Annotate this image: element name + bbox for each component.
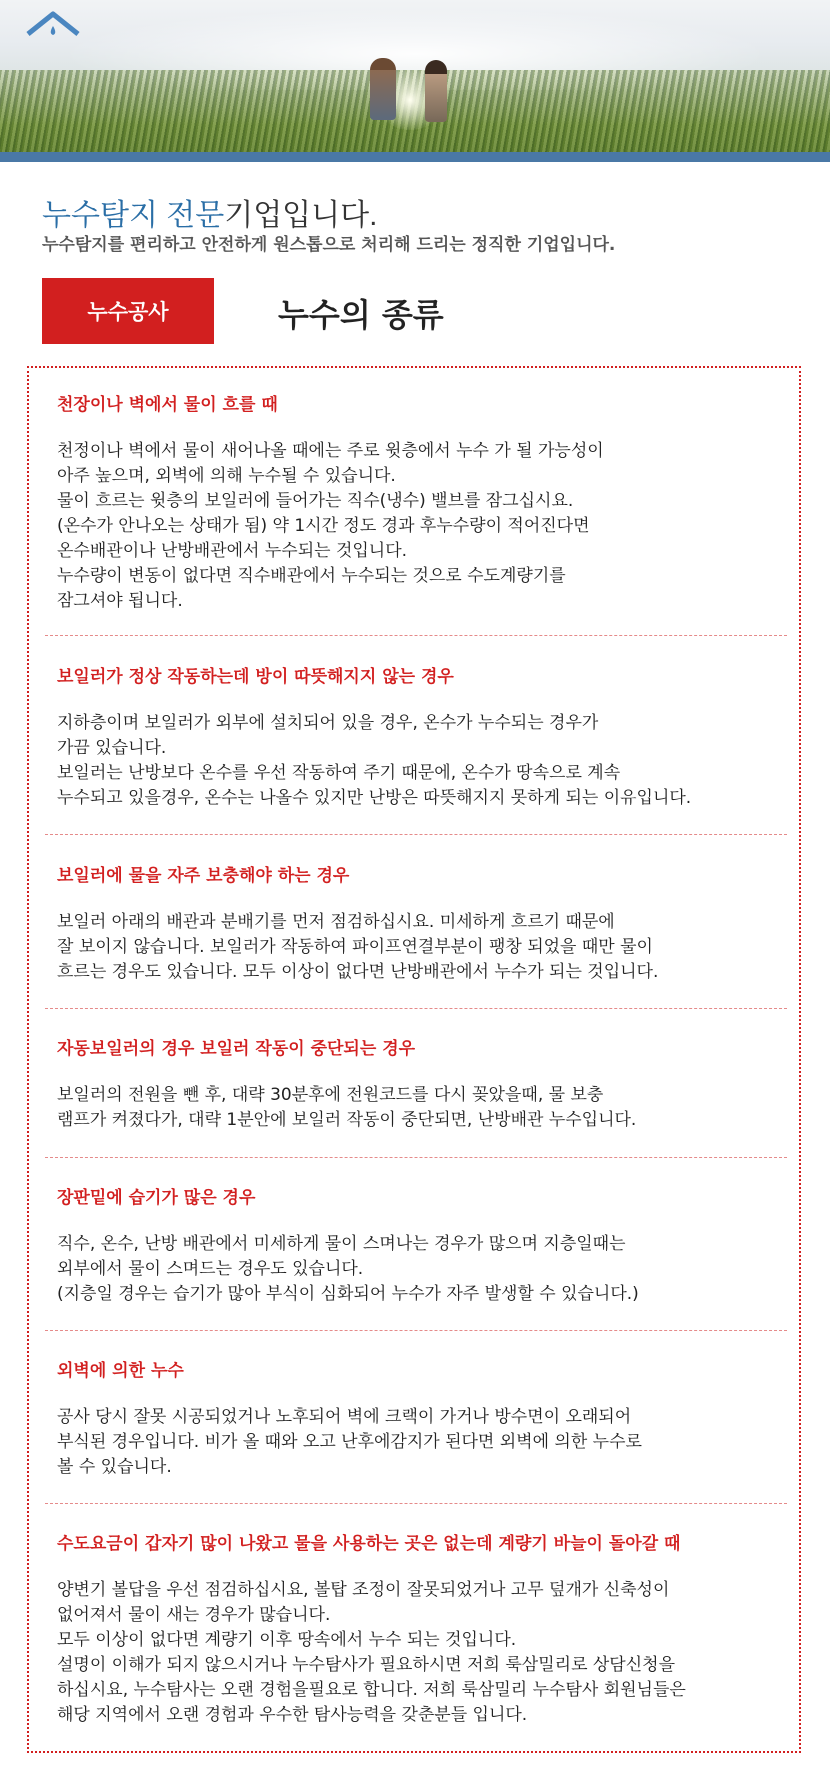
- item-divider: [45, 1157, 787, 1158]
- leak-types-panel: [27, 366, 801, 1753]
- body-line: 보일러는 난방보다 온수를 우선 작동하여 주기 때문에, 온수가 땅속으로 계속: [57, 763, 621, 783]
- body-line: (지층일 경우는 습기가 많아 부식이 심화되어 누수가 자주 발생할 수 있습니다.): [57, 1284, 639, 1304]
- leak-item-title: 외벽에 의한 누수: [57, 1361, 184, 1381]
- body-line: 볼 수 있습니다.: [57, 1457, 172, 1477]
- house-drop-icon[interactable]: [24, 10, 82, 40]
- leak-item-body: [57, 439, 604, 614]
- banner-person-right: [425, 60, 447, 122]
- leak-item-body: [57, 1578, 686, 1728]
- body-line: 보일러 아래의 배관과 분배기를 먼저 점검하십시요. 미세하게 흐르기 때문에: [57, 912, 615, 932]
- leak-item-title: 장판밑에 습기가 많은 경우: [57, 1188, 256, 1208]
- body-line: 공사 당시 잘못 시공되었거나 노후되어 벽에 크랙이 가거나 방수면이 오래되어: [57, 1407, 632, 1427]
- body-line: 누수되고 있을경우, 온수는 나올수 있지만 난방은 따뜻해지지 못하게 되는 이유입니다.: [57, 788, 692, 808]
- item-divider: [45, 1008, 787, 1009]
- item-divider: [45, 1503, 787, 1504]
- body-line: 천정이나 벽에서 물이 새어나올 때에는 주로 윗층에서 누수 가 될 가능성이: [57, 441, 604, 461]
- body-line: 물이 흐르는 윗층의 보일러에 들어가는 직수(냉수) 밸브를 잠그십시요.: [57, 491, 574, 511]
- body-line: 직수, 온수, 난방 배관에서 미세하게 물이 스며나는 경우가 많으며 지층일때는: [57, 1234, 626, 1254]
- leak-item-body: [57, 910, 658, 985]
- body-line: 양변기 볼답을 우선 점검하십시요, 볼탑 조정이 잘못되었거나 고무 덮개가 신축성이: [57, 1580, 670, 1600]
- body-line: 잘 보이지 않습니다. 보일러가 작동하여 파이프연결부분이 팽창 되었을 때만 물이: [57, 937, 653, 957]
- headline-highlight: 누수탐지 전문: [42, 199, 225, 232]
- body-line: 모두 이상이 없다면 계량기 이후 땅속에서 누수 되는 것입니다.: [57, 1630, 517, 1650]
- body-line: (온수가 안나오는 상태가 됨) 약 1시간 정도 경과 후누수량이 적어진다면: [57, 516, 590, 536]
- body-line: 온수배관이나 난방배관에서 누수되는 것입니다.: [57, 541, 408, 561]
- body-line: 설명이 이해가 되지 않으시거나 누수탐사가 필요하시면 저희 룩삼밀리로 상담신청을: [57, 1655, 675, 1675]
- item-divider: [45, 1330, 787, 1331]
- leak-item-title: 보일러에 물을 자주 보충해야 하는 경우: [57, 866, 350, 886]
- leak-item-body: [57, 1405, 642, 1480]
- leak-item-title: 수도요금이 갑자기 많이 나왔고 물을 사용하는 곳은 없는데 계량기 바늘이 돌아갈 때: [57, 1534, 681, 1554]
- banner-bottom-band: [0, 152, 830, 162]
- page-subline: 누수탐지를 편리하고 안전하게 원스톱으로 처리해 드리는 정직한 기업입니다.: [42, 235, 616, 255]
- leak-item-title: 천장이나 벽에서 물이 흐를 때: [57, 395, 278, 415]
- body-line: 보일러의 전원을 뺀 후, 대략 30분후에 전원코드를 다시 꽂았을때, 물 보충: [57, 1085, 604, 1105]
- item-divider: [45, 834, 787, 835]
- body-line: 누수량이 변동이 없다면 직수배관에서 누수되는 것으로 수도계량기를: [57, 566, 566, 586]
- category-tag: 누수공사: [42, 278, 214, 344]
- leak-item-title: 자동보일러의 경우 보일러 작동이 중단되는 경우: [57, 1039, 416, 1059]
- body-line: 지하층이며 보일러가 외부에 설치되어 있을 경우, 온수가 누수되는 경우가: [57, 713, 599, 733]
- leak-item-body: [57, 1083, 636, 1133]
- section-title: 누수의 종류: [278, 296, 444, 334]
- body-line: 외부에서 물이 스며드는 경우도 있습니다.: [57, 1259, 364, 1279]
- headline-rest: 기업입니다.: [224, 199, 378, 232]
- page-headline: [42, 190, 377, 234]
- body-line: 해당 지역에서 오랜 경험과 우수한 탐사능력을 갖춘분들 입니다.: [57, 1705, 528, 1725]
- body-line: 잠그셔야 됩니다.: [57, 591, 183, 611]
- leak-item-body: [57, 711, 691, 811]
- banner-person-left: [370, 58, 396, 120]
- body-line: 부식된 경우입니다. 비가 올 때와 오고 난후에감지가 된다면 외벽에 의한 누수로: [57, 1432, 642, 1452]
- body-line: 흐르는 경우도 있습니다. 모두 이상이 없다면 난방배관에서 누수가 되는 것입니다.: [57, 962, 659, 982]
- body-line: 아주 높으며, 외벽에 의해 누수될 수 있습니다.: [57, 466, 396, 486]
- item-divider: [45, 635, 787, 636]
- hero-banner: [0, 0, 830, 152]
- body-line: 가끔 있습니다.: [57, 738, 167, 758]
- leak-item-title: 보일러가 정상 작동하는데 방이 따뜻해지지 않는 경우: [57, 667, 454, 687]
- body-line: 램프가 켜졌다가, 대략 1분안에 보일러 작동이 중단되면, 난방배관 누수입니다.: [57, 1110, 637, 1130]
- leak-item-body: [57, 1232, 639, 1307]
- body-line: 없어져서 물이 새는 경우가 많습니다.: [57, 1605, 331, 1625]
- body-line: 하십시요, 누수탐사는 오랜 경험을필요로 합니다. 저희 룩삼밀리 누수탐사 회원님들은: [57, 1680, 686, 1700]
